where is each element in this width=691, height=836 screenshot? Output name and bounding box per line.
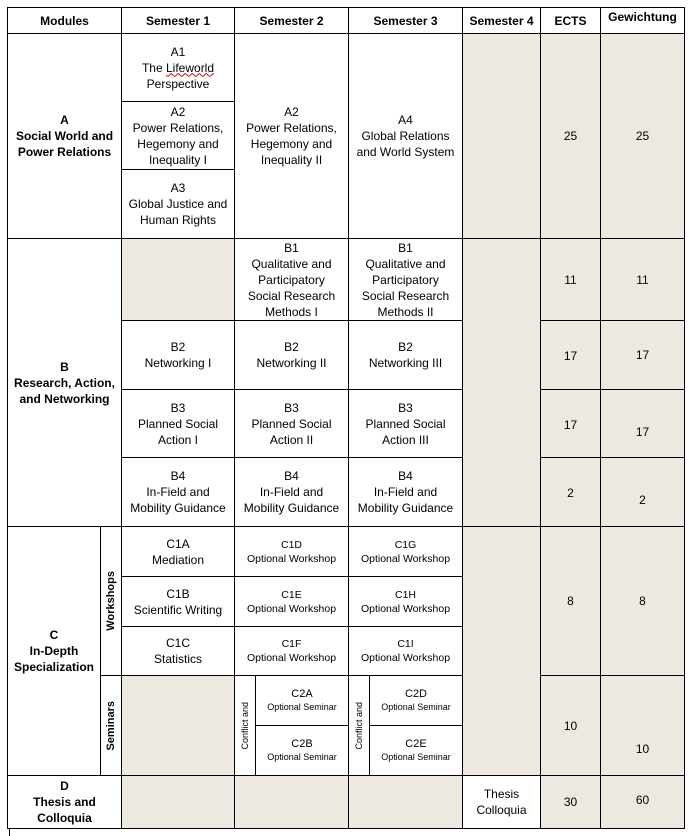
cell-b2-semester-1: B2 Networking I	[121, 320, 235, 390]
weight-b4: 2	[600, 457, 685, 527]
weight-d: 60	[600, 775, 685, 829]
conflict-label-semester-3: Conflict and	[348, 675, 370, 776]
cell-d-semester-2-empty	[234, 775, 349, 829]
header-ects: ECTS	[540, 7, 601, 34]
header-semester-4: Semester 4	[462, 7, 541, 34]
ects-b4: 2	[540, 457, 601, 527]
cell-b4-semester-3: B4 In-Field and Mobility Guidance	[348, 457, 463, 527]
spellcheck-marked-word: Lifeworld	[166, 60, 215, 75]
header-weighting: Gewichtung	[600, 7, 685, 34]
header-semester-1: Semester 1	[121, 7, 235, 34]
cell-b2-semester-3: B2 Networking III	[348, 320, 463, 390]
cell-c1i: C1I Optional Workshop	[348, 626, 463, 676]
header-modules: Modules	[7, 7, 122, 34]
workshops-label: Workshops	[100, 526, 122, 676]
ects-b2: 17	[540, 320, 601, 390]
cell-c1a: C1A Mediation	[121, 526, 235, 577]
module-a-label: A Social World and Power Relations	[7, 33, 122, 239]
ects-d: 30	[540, 775, 601, 829]
cell-b1-semester-1-empty	[121, 238, 235, 321]
cell-c1f: C1F Optional Workshop	[234, 626, 349, 676]
ects-c-seminars: 10	[540, 675, 601, 776]
cell-a2-semester-2: A2 Power Relations, Hegemony and Inequality II	[234, 33, 349, 239]
cell-b2-semester-2: B2 Networking II	[234, 320, 349, 390]
header-semester-2: Semester 2	[234, 7, 349, 34]
cell-b1-semester-3: B1 Qualitative and Participatory Social Research Methods II	[348, 238, 463, 321]
conflict-label-semester-2: Conflict and	[234, 675, 256, 776]
cell-b3-semester-2: B3 Planned Social Action II	[234, 389, 349, 458]
cell-b3-semester-3: B3 Planned Social Action III	[348, 389, 463, 458]
weight-c-workshops: 8	[600, 526, 685, 676]
cell-c1b: C1B Scientific Writing	[121, 576, 235, 627]
cell-b4-semester-2: B4 In-Field and Mobility Guidance	[234, 457, 349, 527]
ects-c-workshops: 8	[540, 526, 601, 676]
header-semester-3: Semester 3	[348, 7, 463, 34]
cell-c1d: C1D Optional Workshop	[234, 526, 349, 577]
cell-c2a: C2A Optional Seminar	[255, 675, 349, 726]
cell-c1e: C1E Optional Workshop	[234, 576, 349, 627]
cell-b3-semester-1: B3 Planned Social Action I	[121, 389, 235, 458]
ects-a: 25	[540, 33, 601, 239]
cursor-tick	[9, 829, 10, 836]
cell-a4: A4 Global Relations and World System	[348, 33, 463, 239]
module-b-label: B Research, Action, and Networking	[7, 238, 122, 527]
cell-b-semester-4-empty	[462, 238, 541, 527]
cell-c2-semester-1-empty	[121, 675, 235, 776]
module-c-label: C In-Depth Specialization	[7, 526, 101, 776]
weight-c-seminars: 10	[600, 675, 685, 776]
module-d-label: D Thesis and Colloquia	[7, 775, 122, 829]
cell-a1: A1 The Lifeworld Perspective	[121, 33, 235, 102]
weight-b1: 11	[600, 238, 685, 321]
cell-c1c: C1C Statistics	[121, 626, 235, 676]
cell-c1g: C1G Optional Workshop	[348, 526, 463, 577]
cell-c1h: C1H Optional Workshop	[348, 576, 463, 627]
cell-c2b: C2B Optional Seminar	[255, 725, 349, 776]
cell-d-semester-3-empty	[348, 775, 463, 829]
cell-c2d: C2D Optional Seminar	[369, 675, 463, 726]
cell-b4-semester-1: B4 In-Field and Mobility Guidance	[121, 457, 235, 527]
cell-d-thesis-colloquia: Thesis Colloquia	[462, 775, 541, 829]
cell-d-semester-1-empty	[121, 775, 235, 829]
ects-b3: 17	[540, 389, 601, 458]
weight-b3: 17	[600, 389, 685, 458]
cell-c-semester-4-empty	[462, 526, 541, 776]
weight-a: 25	[600, 33, 685, 239]
cell-a2-semester-1: A2 Power Relations, Hegemony and Inequality I	[121, 101, 235, 170]
cell-a-semester-4-empty	[462, 33, 541, 239]
cell-c2e: C2E Optional Seminar	[369, 725, 463, 776]
weight-b2: 17	[600, 320, 685, 390]
seminars-label: Seminars	[100, 675, 122, 776]
cell-b1-semester-2: B1 Qualitative and Participatory Social Research Methods I	[234, 238, 349, 321]
cell-a3: A3 Global Justice and Human Rights	[121, 169, 235, 239]
ects-b1: 11	[540, 238, 601, 321]
